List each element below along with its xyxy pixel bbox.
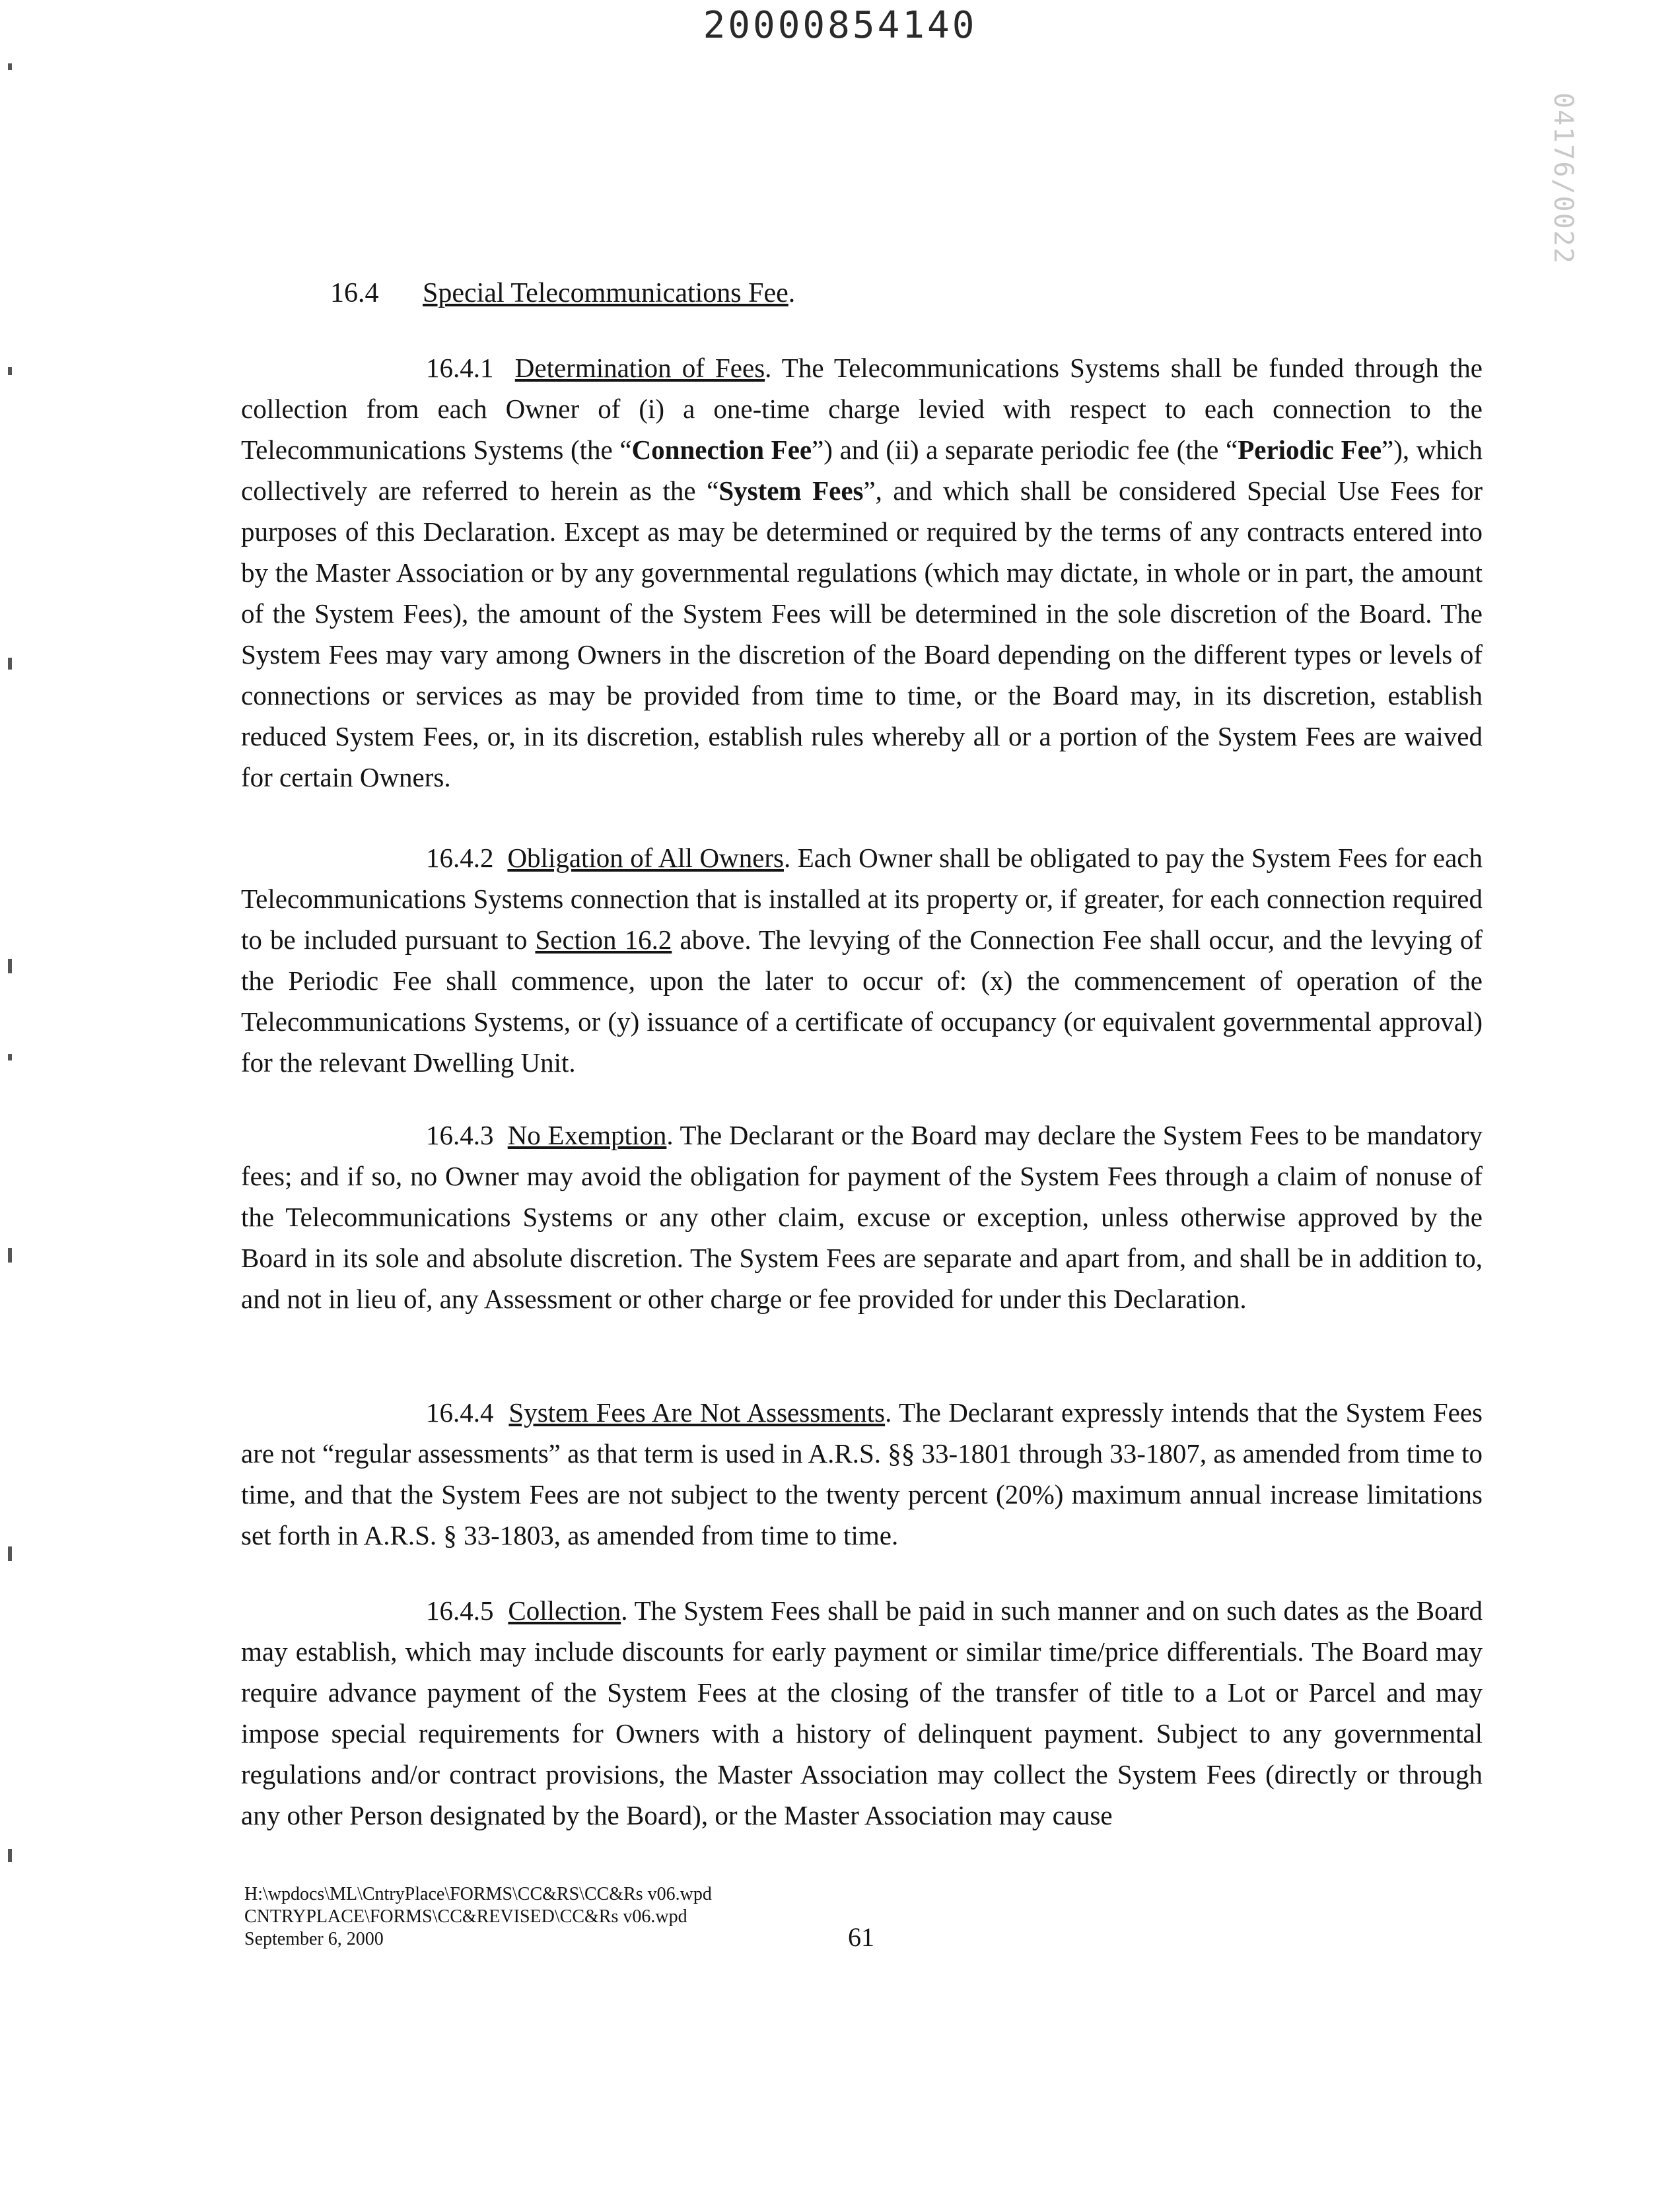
paragraph-text: . The Declarant or the Board may declare the System Fees to be mandatory fees; and if so, no Owner may avoid the obligation for payment of the System Fees through a claim of nonuse of the Telecommunications Systems or any other claim, excuse or exception, unless otherwise approved by the Board in its sole and absolute discretion. The System Fees are separate and apart from, and shall be in addition to, and not in lieu of, any Assessment or other charge or fee provided for under this Declaration.	[241, 1120, 1483, 1314]
document-number: 20000854140	[703, 4, 977, 47]
scan-mark	[8, 1054, 12, 1060]
scan-mark	[8, 1546, 12, 1561]
paragraph-text: ”) and (ii) a separate periodic fee (the “	[812, 434, 1238, 465]
footer-file-path: H:\wpdocs\ML\CntryPlace\FORMS\CC&RS\CC&Rs v06.wpd	[244, 1884, 712, 1904]
scan-mark	[8, 658, 12, 670]
paragraph-number: 16.4.4	[426, 1397, 494, 1428]
defined-term: Connection Fee	[631, 434, 812, 465]
paragraph-number: 16.4.1	[426, 353, 494, 383]
paragraph-16-4-1	[241, 347, 1483, 798]
paragraph-heading: Obligation of All Owners	[507, 843, 785, 873]
scan-mark	[8, 63, 12, 70]
paragraph-16-4-4	[241, 1392, 1483, 1556]
scan-mark	[8, 1849, 12, 1862]
paragraph-text: ”, and which shall be considered Special Use Fees for purposes of this Declaration. Except as may be determined or required by the terms of any contracts entered into by the Master Association or by any governmental regulations (which may dictate, in whole or in part, the amount of the System Fees), the amount of the System Fees will be determined in the sole discretion of the Board. The System Fees may vary among Owners in the discretion of the Board depending on the different types or levels of connections or services as may be provided from time to time, or the Board may, in its discretion, establish reduced System Fees, or, in its discretion, establish rules whereby all or a portion of the System Fees are waived for certain Owners.	[241, 475, 1483, 792]
scan-mark	[8, 367, 12, 375]
page-number: 61	[848, 1922, 874, 1952]
scan-mark	[8, 959, 12, 973]
defined-term: Periodic Fee	[1238, 434, 1382, 465]
defined-term: System Fees	[718, 475, 864, 506]
paragraph-text: . The Declarant expressly intends that the System Fees are not “regular assessments” as that term is used in A.R.S. §§ 33-1801 through 33-1807, as amended from time to time, and that the System Fees are not subject to the twenty percent (20%) maximum annual increase limitations set forth in A.R.S. § 33-1803, as amended from time to time.	[241, 1397, 1483, 1550]
paragraph-number: 16.4.5	[426, 1595, 494, 1626]
paragraph-number: 16.4.2	[426, 843, 494, 873]
section-title-period: .	[788, 278, 796, 308]
paragraph-heading: No Exemption	[507, 1120, 667, 1150]
paragraph-heading: System Fees Are Not Assessments	[508, 1397, 886, 1428]
paragraph-text: . The System Fees shall be paid in such manner and on such dates as the Board may establish, which may include discounts for early payment or similar time/price differentials. The Board may require advance payment of the System Fees at the closing of the transfer of title to a Lot or Parcel and may impose special requirements for Owners with a history of delinquent payment. Subject to any governmental regulations and/or contract provisions, the Master Association may collect the System Fees (directly or through any other Person designated by the Board), or the Master Association may cause	[241, 1595, 1483, 1830]
paragraph-text: above. The levying of the Connection Fee shall occur, and the levying of the Periodic Fee shall commence, upon the later to occur of: (x) the commencement of operation of the Telecommunications Systems, or (y) issuance of a certificate of occupancy (or equivalent governmental approval) for the relevant Dwelling Unit.	[241, 924, 1483, 1078]
section-heading	[330, 277, 795, 309]
paragraph-heading: Collection	[508, 1595, 621, 1626]
paragraph-text: ”), which collectively are referred to herein as the “	[241, 434, 1483, 506]
footer-file-path-revised: CNTRYPLACE\FORMS\CC&REVISED\CC&Rs v06.wpd	[244, 1906, 687, 1927]
section-number: 16.4	[330, 278, 379, 308]
side-stamp: 04176/0022	[1548, 92, 1578, 265]
section-reference: Section 16.2	[535, 924, 672, 955]
footer-date: September 6, 2000	[244, 1929, 384, 1949]
document-footer	[244, 1883, 712, 1951]
paragraph-number: 16.4.3	[426, 1120, 494, 1150]
paragraph-16-4-5	[241, 1590, 1483, 1836]
paragraph-text: . The Telecommunications Systems shall be funded through the collection from each Owner of (i) a one-time charge levied with respect to each connection to the Telecommunications Systems (the “	[241, 353, 1483, 465]
scan-mark	[8, 1248, 12, 1263]
paragraph-text: . Each Owner shall be obligated to pay the System Fees for each Telecommunications Systems connection that is installed at its property or, if greater, for each connection required to be included pursuant to	[241, 843, 1483, 955]
paragraph-heading: Determination of Fees	[514, 353, 765, 383]
paragraph-16-4-2	[241, 837, 1483, 1083]
paragraph-16-4-3	[241, 1115, 1483, 1319]
section-title: Special Telecommunications Fee	[423, 278, 788, 308]
